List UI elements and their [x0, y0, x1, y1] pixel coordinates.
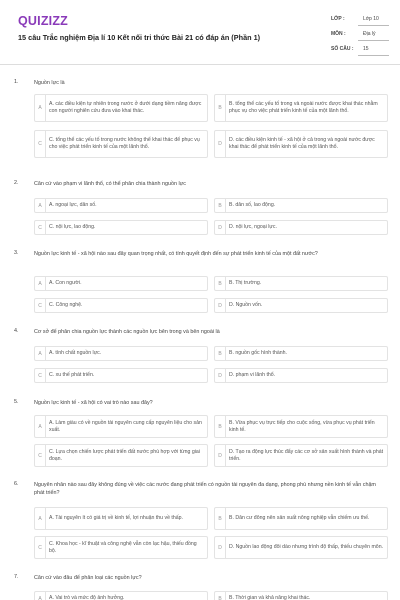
meta-row-subject [325, 27, 389, 42]
option-letter: C [35, 445, 46, 466]
option-a[interactable] [34, 507, 208, 530]
option-letter: D [215, 221, 226, 234]
option-text: C. Công nghệ. [49, 302, 83, 309]
option-letter: C [35, 369, 46, 382]
option-c[interactable] [34, 220, 208, 235]
option-d[interactable] [214, 130, 388, 158]
question-number: 7. [14, 574, 19, 580]
option-text: A. ngoại lực, dân số. [49, 202, 97, 209]
option-d[interactable] [214, 298, 388, 313]
option-c[interactable] [34, 444, 208, 467]
option-b[interactable] [214, 591, 388, 600]
option-c[interactable] [34, 536, 208, 559]
option-letter: A [35, 347, 46, 360]
question-number: 1. [14, 79, 19, 85]
meta-value: Lớp 10 [363, 16, 379, 22]
option-letter: A [35, 508, 46, 529]
option-text: D. Nguồn vốn. [229, 302, 263, 309]
option-text: B. nguồn gốc hình thành. [229, 350, 287, 357]
question-number: 2. [14, 180, 19, 186]
option-d[interactable] [214, 444, 388, 467]
option-a[interactable] [34, 415, 208, 438]
option-c[interactable] [34, 298, 208, 313]
option-d[interactable] [214, 220, 388, 235]
option-letter: B [215, 592, 226, 600]
option-text: B. Dân cư đông nên sản xuất nông nghiệp vẫn chiếm ưu thế. [229, 515, 370, 522]
option-d[interactable] [214, 536, 388, 559]
option-text: B. dân số, lao động. [229, 202, 276, 209]
question-text: Nguồn lực kinh tế - xã hội có vai trò nào sau đây? [34, 400, 153, 406]
option-text: A. Làm giàu có về nguồn tài nguyên cung cấp nguyên liệu cho sản xuất. [49, 419, 202, 433]
option-letter: A [35, 416, 46, 437]
option-text: A. các điều kiện tự nhiên trong nước ở dưới dạng tiềm năng được con người nghiên cứu đưa vào khai thác. [49, 101, 202, 114]
option-text: A. Tài nguyên ít có giá trị về kinh tế, lợi nhuận thu về thấp. [49, 515, 183, 522]
option-text: C. Khoa học - kĩ thuật và công nghệ vẫn còn lạc hậu, thiếu đồng bộ. [49, 540, 197, 554]
option-text: A. Vai trò và mức độ ảnh hưởng. [49, 595, 125, 600]
quizizz-logo: QUIZIZZ [18, 14, 69, 28]
option-b[interactable] [214, 276, 388, 291]
option-letter: B [215, 277, 226, 290]
option-text: B. Vừa phục vụ trực tiếp cho cuộc sống, vừa phục vụ phát triển kinh tế. [229, 419, 375, 433]
header-divider [0, 64, 400, 65]
option-text: D. nội lực, ngoại lực. [229, 224, 277, 231]
option-letter: A [35, 199, 46, 212]
question-text: Cơ sở để phân chia nguồn lực thành các nguồn lực bên trong và bên ngoài là [34, 329, 220, 335]
option-letter: B [215, 95, 226, 121]
option-text: B. Thời gian và khả năng khai thác. [229, 595, 311, 600]
option-letter: B [215, 347, 226, 360]
option-b[interactable] [214, 198, 388, 213]
option-text: D. các điều kiện kinh tế - xã hội ở cả trong và ngoài nước được khai thác để phát triển kinh tế của một lãnh thổ. [229, 137, 375, 150]
worksheet-title: 15 câu Trắc nghiệm Địa lí 10 Kết nối tri thức Bài 21 có đáp án (Phần 1) [18, 33, 261, 42]
option-letter: D [215, 537, 226, 558]
option-text: C. nội lực, lao động. [49, 224, 96, 231]
question-number: 6. [14, 481, 19, 487]
option-letter: D [215, 369, 226, 382]
question-text: Căn cứ vào đâu để phân loại các nguồn lực? [34, 575, 142, 581]
question-text: Nguồn lực là [34, 80, 65, 86]
option-a[interactable] [34, 346, 208, 361]
option-text: B. Thị trường. [229, 280, 262, 287]
option-b[interactable] [214, 415, 388, 438]
option-letter: B [215, 199, 226, 212]
meta-label: SỐ CÂU : [331, 46, 354, 52]
meta-value: Địa lý [363, 31, 376, 37]
option-a[interactable] [34, 94, 208, 122]
question-text: Nguồn lực kinh tế - xã hội nào sau đây quan trọng nhất, có tính quyết định đến sự phát triển kinh tế của một đất nước? [34, 251, 318, 257]
question-number: 3. [14, 250, 19, 256]
meta-row-count [325, 42, 389, 57]
option-text: D. Tạo ra động lực thúc đẩy các cơ sở sản xuất hình thành và phát triển. [229, 448, 384, 462]
meta-label: LỚP : [331, 16, 345, 22]
option-letter: C [35, 131, 46, 157]
option-letter: A [35, 592, 46, 600]
question-number: 5. [14, 399, 19, 405]
option-b[interactable] [214, 507, 388, 530]
option-text: D. Nguồn lao động đôi dào nhưng trình độ thấp, thiếu chuyên môn. [229, 544, 384, 551]
option-letter: C [35, 221, 46, 234]
option-letter: D [215, 299, 226, 312]
option-a[interactable] [34, 198, 208, 213]
option-text: A. tính chất nguồn lực. [49, 350, 102, 357]
option-letter: A [35, 277, 46, 290]
option-letter: A [35, 95, 46, 121]
option-a[interactable] [34, 276, 208, 291]
question-text: Nguyên nhân nào sau đây không đúng về việc các nước đang phát triển có nguồn tài nguyên đa dạng, phong phú nhưng nền kinh tế vẫn chậm phát triển? [34, 482, 376, 496]
option-d[interactable] [214, 368, 388, 383]
meta-value: 15 [363, 46, 369, 52]
option-c[interactable] [34, 130, 208, 158]
option-text: C. xu thế phát triển. [49, 372, 95, 379]
option-letter: B [215, 508, 226, 529]
worksheet-meta [325, 12, 389, 57]
option-text: C. tổng thể các yếu tố trong nước không thể khai thác để phục vụ cho việc phát triển kinh tế của một lãnh thổ. [49, 137, 200, 150]
option-c[interactable] [34, 368, 208, 383]
option-b[interactable] [214, 346, 388, 361]
option-text: C. Lựa chọn chiến lược phát triển đất nước phù hợp với từng giai đoạn. [49, 448, 200, 462]
worksheet-header [0, 0, 400, 66]
option-text: A. Con người. [49, 280, 82, 287]
meta-label: MÔN : [331, 31, 346, 37]
option-text: D. phạm vi lãnh thổ. [229, 372, 276, 379]
option-a[interactable] [34, 591, 208, 600]
option-letter: D [215, 131, 226, 157]
option-text: B. tổng thể các yếu tố trong và ngoài nước được khai thác nhằm phục vụ cho việc phát triển kinh tế của một lãnh thổ. [229, 101, 378, 114]
option-letter: B [215, 416, 226, 437]
option-letter: C [35, 537, 46, 558]
option-letter: C [35, 299, 46, 312]
question-text: Căn cứ vào phạm vi lãnh thổ, có thể phân chia thành nguồn lực [34, 181, 186, 187]
meta-row-class [325, 12, 389, 27]
question-number: 4. [14, 328, 19, 334]
option-letter: D [215, 445, 226, 466]
option-b[interactable] [214, 94, 388, 122]
